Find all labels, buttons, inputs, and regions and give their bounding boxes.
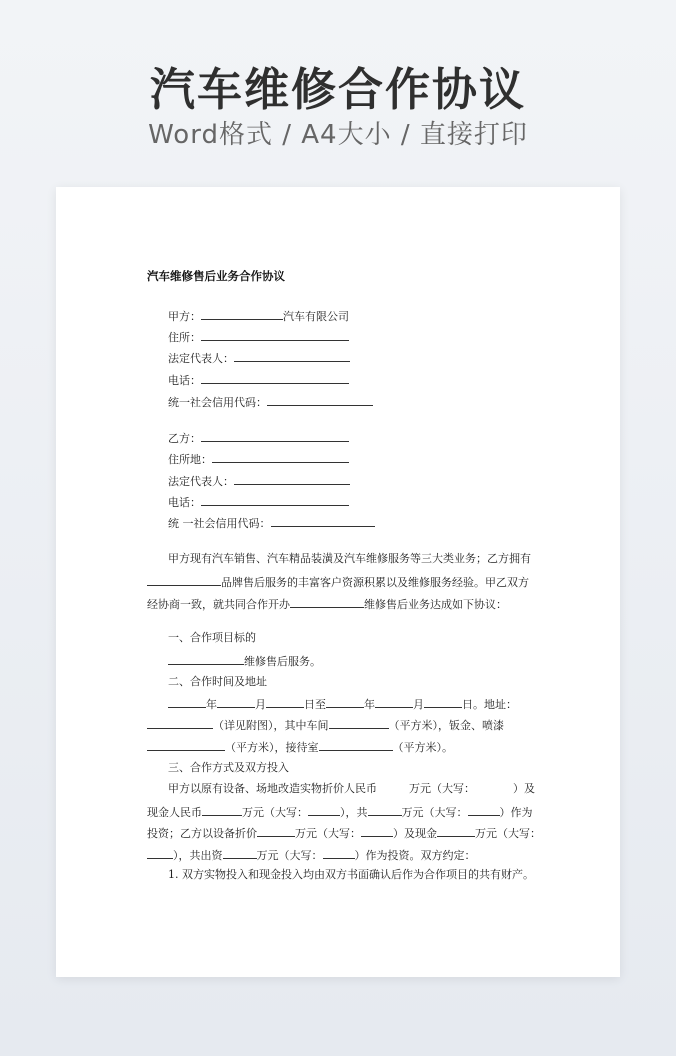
section-1-body-text: 维修售后服务。 xyxy=(244,655,321,668)
section-3-heading: 三、合作方式及双方投入 xyxy=(168,761,289,774)
party-a-phone-label: 电话： xyxy=(168,374,201,387)
section-3-line-3 xyxy=(147,825,541,841)
start-month-blank[interactable] xyxy=(217,696,255,708)
party-b-name-label: 乙方： xyxy=(168,432,201,445)
section-1-body xyxy=(168,653,321,669)
party-b-address-row xyxy=(168,451,349,467)
s3-l2-c: ），共 xyxy=(340,806,368,819)
workshop-area-blank[interactable] xyxy=(329,717,389,729)
party-a-rep-blank[interactable] xyxy=(234,350,350,362)
s3-l1-b: 万元（大写： xyxy=(409,782,475,795)
party-b-rep-row xyxy=(168,473,350,489)
intro-line-2 xyxy=(147,574,529,590)
s3-l2-a: 现金人民币 xyxy=(147,806,202,819)
paint-label: （平方米），钣金、喷漆 xyxy=(388,719,504,732)
party-a-rep-label: 法定代表人： xyxy=(168,352,234,365)
intro-line-3 xyxy=(147,596,507,612)
party-a-rep-row xyxy=(168,350,350,366)
total-a-words-blank[interactable] xyxy=(468,804,500,816)
party-a-address-row xyxy=(168,329,349,345)
party-b-credit-label: 统 一社会信用代码： xyxy=(168,517,271,530)
party-b-address-label: 住所地： xyxy=(168,453,212,466)
total-a-blank[interactable] xyxy=(368,804,402,816)
workshop-label: （详见附图），其中车间 xyxy=(213,719,329,732)
party-a-credit-blank[interactable] xyxy=(267,394,373,406)
intro-line-3-suffix: 维修售后业务达成如下协议： xyxy=(364,598,507,611)
total-b-words-blank[interactable] xyxy=(323,847,355,859)
day-address-label: 日。地址： xyxy=(462,698,517,711)
intro-brand-blank[interactable] xyxy=(147,574,221,586)
year-label-2: 年 xyxy=(364,698,375,711)
section-2-line-1 xyxy=(168,696,517,712)
address-blank[interactable] xyxy=(147,717,213,729)
party-a-credit-row xyxy=(168,394,373,410)
s3-l2-e: ）作为 xyxy=(499,806,533,819)
reception-area-blank[interactable] xyxy=(319,739,393,751)
end-month-blank[interactable] xyxy=(375,696,413,708)
month-label-2: 月 xyxy=(413,698,424,711)
section-2-heading: 二、合作时间及地址 xyxy=(168,675,267,688)
party-b-address-blank[interactable] xyxy=(212,451,349,463)
equip-b-words-blank[interactable] xyxy=(361,825,393,837)
cash-b-blank[interactable] xyxy=(437,825,475,837)
section-1-heading: 一、合作项目标的 xyxy=(168,631,256,644)
month-label: 月 xyxy=(255,698,266,711)
cash-a-blank[interactable] xyxy=(202,804,242,816)
section-2-line-2 xyxy=(147,717,504,733)
year-label: 年 xyxy=(206,698,217,711)
equip-b-blank[interactable] xyxy=(257,825,295,837)
party-b-credit-blank[interactable] xyxy=(271,515,375,527)
s3-l3-c: ）及现金 xyxy=(393,827,437,840)
section-3-line-2 xyxy=(147,804,533,820)
party-b-rep-blank[interactable] xyxy=(234,473,350,485)
s3-l2-d: 万元（大写： xyxy=(401,806,468,819)
intro-line-1: 甲方现有汽车销售、汽车精品装潢及汽车维修服务等三大类业务；乙方拥有 xyxy=(168,552,531,565)
s3-l4-c: ）作为投资。双方约定： xyxy=(354,849,476,862)
paint-area-blank[interactable] xyxy=(147,739,225,751)
end-day-blank[interactable] xyxy=(424,696,462,708)
section-3-line-1 xyxy=(168,782,535,796)
s3-l3-d: 万元（大写： xyxy=(475,827,541,840)
start-year-blank[interactable] xyxy=(168,696,206,708)
total-b-blank[interactable] xyxy=(223,847,257,859)
s3-l4-b: 万元（大写： xyxy=(256,849,323,862)
reception-label: （平方米），接待室 xyxy=(225,741,319,754)
s3-l1-a: 甲方以原有设备、场地改造实物折价人民币 xyxy=(168,782,377,795)
intro-line-3-prefix: 经协商一致，就共同合作开办 xyxy=(147,598,290,611)
end-year-blank[interactable] xyxy=(326,696,364,708)
s3-l3-a: 投资；乙方以设备折价 xyxy=(147,827,257,840)
start-day-blank[interactable] xyxy=(266,696,304,708)
s3-l4-a: ），共出资 xyxy=(173,849,223,862)
day-to-label: 日至 xyxy=(304,698,326,711)
intro-business-blank[interactable] xyxy=(290,596,364,608)
party-a-name-suffix: 汽车有限公司 xyxy=(283,310,349,323)
party-a-name-label: 甲方： xyxy=(168,310,201,323)
party-a-phone-row xyxy=(168,372,349,388)
party-b-name-blank[interactable] xyxy=(201,430,349,442)
section-1-brand-blank[interactable] xyxy=(168,653,244,665)
party-a-address-label: 住所： xyxy=(168,331,201,344)
intro-line-2-text: 品牌售后服务的丰富客户资源积累以及维修服务经验。甲乙双方 xyxy=(221,576,529,589)
party-b-credit-row xyxy=(168,515,375,531)
section-2-line-3 xyxy=(147,739,453,755)
party-a-phone-blank[interactable] xyxy=(201,372,349,384)
party-a-credit-label: 统一社会信用代码： xyxy=(168,396,267,409)
hero-title: 汽车维修合作协议 xyxy=(149,63,526,116)
party-a-name-row xyxy=(168,308,349,324)
s3-l3-b: 万元（大写： xyxy=(295,827,361,840)
party-b-name-row xyxy=(168,430,349,446)
s3-l1-c: ）及 xyxy=(513,782,535,795)
s3-l2-b: 万元（大写： xyxy=(242,806,308,819)
cash-a-words-blank[interactable] xyxy=(308,804,340,816)
party-b-phone-label: 电话： xyxy=(168,496,201,509)
party-a-name-blank[interactable] xyxy=(201,308,283,320)
document-title: 汽车维修售后业务合作协议 xyxy=(147,269,285,283)
hero-subtitle: Word格式 / A4大小 / 直接打印 xyxy=(148,120,528,150)
cash-b-words-blank[interactable] xyxy=(147,847,173,859)
party-b-phone-row xyxy=(168,494,349,510)
party-b-phone-blank[interactable] xyxy=(201,494,349,506)
party-b-rep-label: 法定代表人： xyxy=(168,475,234,488)
section-3-clause-1: 1. 双方实物投入和现金投入均由双方书面确认后作为合作项目的共有财产。 xyxy=(168,868,534,881)
section-3-line-4 xyxy=(147,847,476,863)
party-a-address-blank[interactable] xyxy=(201,329,349,341)
reception-unit-label: （平方米）。 xyxy=(392,741,453,754)
